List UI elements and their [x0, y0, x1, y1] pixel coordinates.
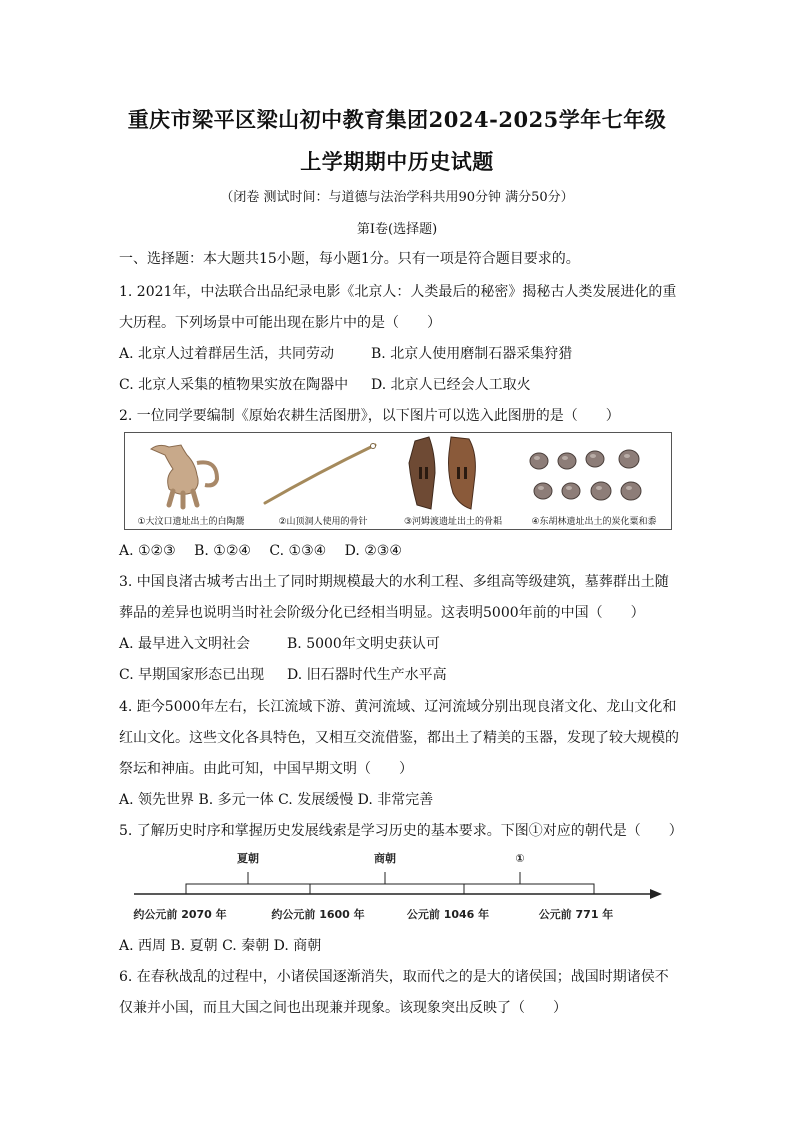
- timeline-period-1: ①: [515, 852, 525, 865]
- exam-info: （闭卷 测试时间：与道德与法治学科共用90分钟 满分50分）: [220, 190, 574, 205]
- q6-stem-line2: 仅兼并小国，而且大国之间也出现兼并现象。该现象突出反映了（ ）: [119, 1000, 567, 1016]
- section-instruction: 一、选择题：本大题共15小题，每小题1分。只有一项是符合题目要求的。: [119, 251, 580, 267]
- timeline-date-2: 约公元前 1600 年: [271, 908, 365, 921]
- q2-figure-1: [125, 433, 257, 529]
- q5-stem: 5. 了解历史时序和掌握历史发展线索是学习历史的基本要求。下图①对应的朝代是（ ）: [119, 823, 683, 839]
- timeline-bracket-period1: [464, 884, 594, 894]
- q5-timeline: [130, 846, 670, 926]
- q1-option-d: D. 北京人已经会人工取火: [371, 377, 531, 393]
- timeline-date-4: 公元前 771 年: [538, 908, 614, 921]
- q2-figure-3: [389, 433, 517, 529]
- timeline-date-1: 约公元前 2070 年: [133, 908, 227, 921]
- q1-option-c: C. 北京人采集的植物果实放在陶器中: [119, 377, 349, 393]
- timeline-period-shang: 商朝: [374, 852, 396, 865]
- q2-figure-3-caption: ③河姆渡遗址出土的骨耜: [403, 517, 503, 527]
- q1-option-a: A. 北京人过着群居生活，共同劳动: [119, 346, 335, 362]
- bone-spade-icon: [389, 433, 517, 513]
- q1-stem-line2: 大历程。下列场景中可能出现在影片中的是（ ）: [119, 315, 441, 331]
- q3-option-b: B. 5000年文明史获认可: [287, 636, 440, 652]
- carbonized-grains-icon: [517, 433, 671, 513]
- q2-figure-1-caption: ①大汶口遗址出土的白陶鬶: [137, 517, 245, 527]
- timeline-period-xia: 夏朝: [237, 852, 259, 865]
- q6-stem-line1: 6. 在春秋战乱的过程中，小诸侯国逐渐消失，取而代之的是大的诸侯国；战国时期诸侯不: [119, 969, 669, 985]
- q2-options: A. ①②③ B. ①②④ C. ①③④ D. ②③④: [119, 543, 402, 559]
- timeline-bracket-shang: [310, 884, 464, 894]
- exam-title-line2: 上学期期中历史试题: [300, 149, 494, 174]
- q2-figure-2-caption: ②山顶洞人使用的骨针: [278, 517, 368, 527]
- q3-option-d: D. 旧石器时代生产水平高: [287, 667, 447, 683]
- q5-options: A. 西周 B. 夏朝 C. 秦朝 D. 商朝: [119, 938, 322, 954]
- timeline-date-3: 公元前 1046 年: [406, 908, 490, 921]
- q4-stem-line1: 4. 距今5000年左右，长江流域下游、黄河流域、辽河流域分别出现良渚文化、龙山文化和: [119, 699, 677, 715]
- bone-needle-icon: [257, 433, 389, 513]
- q1-option-b: B. 北京人使用磨制石器采集狩猎: [371, 346, 573, 362]
- q2-figure-4-caption: ④东胡林遗址出土的炭化粟和黍: [531, 517, 657, 527]
- volume-label: 第I卷(选择题): [356, 222, 438, 237]
- q2-stem: 2. 一位同学要编制《原始农耕生活图册》，以下图片可以选入此图册的是（ ）: [119, 408, 620, 424]
- q2-figure-2: [257, 433, 389, 529]
- q1-stem-line1: 1. 2021年，中法联合出品纪录电影《北京人：人类最后的秘密》揭秘古人类发展进化的重: [119, 284, 677, 300]
- q4-options: A. 领先世界 B. 多元一体 C. 发展缓慢 D. 非常完善: [119, 792, 434, 808]
- q3-option-a: A. 最早进入文明社会: [119, 636, 251, 652]
- pottery-vessel-icon: [125, 433, 257, 513]
- timeline-bracket-xia: [186, 884, 310, 894]
- q3-stem-line1: 3. 中国良渚古城考古出土了同时期规模最大的水利工程、多组高等级建筑，墓葬群出土随: [119, 574, 669, 590]
- timeline-arrow-icon: [650, 889, 662, 899]
- q2-figure-4: [517, 433, 671, 529]
- q4-stem-line2: 红山文化。这些文化各具特色，又相互交流借鉴，都出土了精美的玉器，发现了较大规模的: [119, 730, 679, 746]
- q3-stem-line2: 葬品的差异也说明当时社会阶级分化已经相当明显。这表明5000年前的中国（ ）: [119, 605, 645, 621]
- q3-option-c: C. 早期国家形态已出现: [119, 667, 265, 683]
- q2-figure-panel: [124, 432, 672, 530]
- exam-title-line1: 重庆市梁平区梁山初中教育集团2024-2025学年七年级: [127, 107, 667, 132]
- q4-stem-line3: 祭坛和神庙。由此可知，中国早期文明（ ）: [119, 761, 413, 777]
